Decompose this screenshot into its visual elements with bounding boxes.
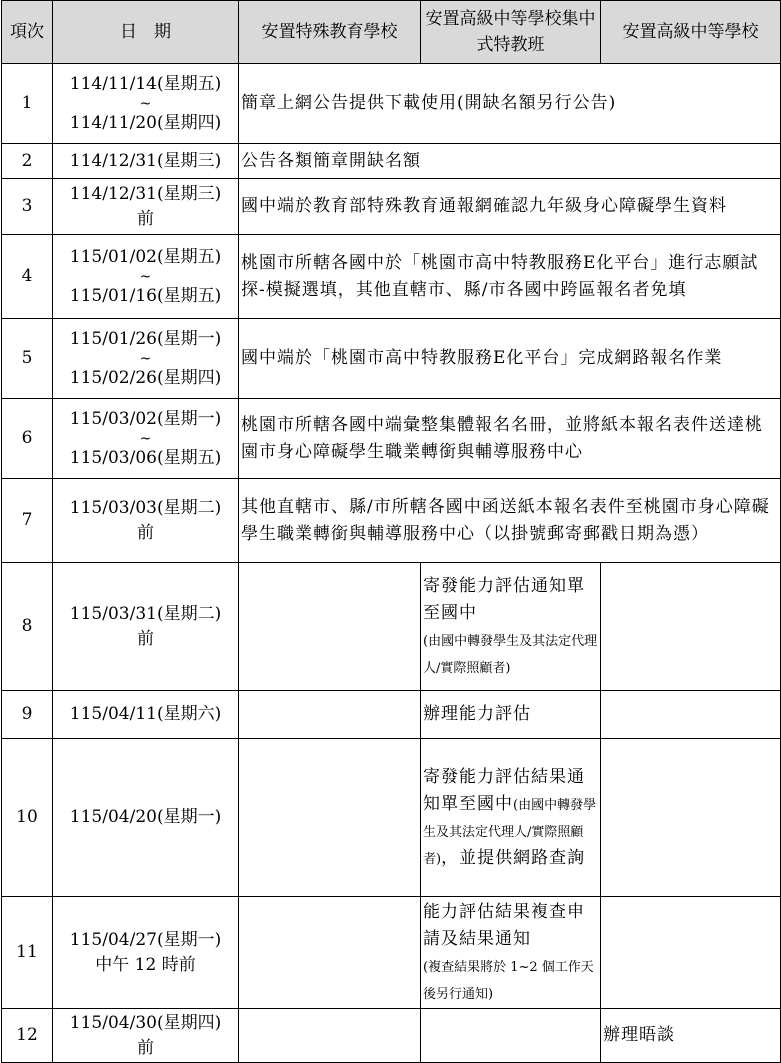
cell-text-after: ，並提供網路查詢 (441, 847, 586, 868)
high-school-cell (601, 897, 781, 1009)
table-row (2, 399, 781, 479)
row-number: 3 (2, 179, 53, 235)
special-school-cell (239, 739, 421, 897)
central-class-cell (421, 739, 601, 897)
header-central-class: 安置高級中等學校集中式特教班 (421, 1, 601, 64)
table-row (2, 64, 781, 144)
date-start: 115/01/02(星期五) (69, 246, 222, 267)
date-start: 114/11/14(星期五) (69, 73, 222, 94)
high-school-cell (601, 563, 781, 691)
header-special-school: 安置特殊教育學校 (239, 1, 421, 64)
table-row (2, 563, 781, 691)
date-end: 114/11/20(星期四) (69, 112, 222, 133)
table-row (2, 897, 781, 1009)
row-date (53, 739, 239, 897)
date-suffix: 前 (137, 628, 154, 649)
row-date (53, 179, 239, 235)
table-row (2, 479, 781, 563)
date-tilde: ~ (139, 268, 152, 285)
row-date (53, 563, 239, 691)
special-school-cell (239, 563, 421, 691)
cell-note: (由國中轉發學生及其法定代理人/實際照顧者) (423, 633, 598, 676)
cell-note: (由國中轉發學生及其法定代理人/實際照顧者) (423, 797, 597, 867)
special-school-cell (239, 691, 421, 739)
central-class-cell (421, 897, 601, 1009)
row-date (53, 479, 239, 563)
table-row (2, 739, 781, 897)
row-date (53, 144, 239, 179)
date-suffix: 前 (137, 1037, 154, 1058)
central-class-cell: 辦理能力評估 (421, 691, 601, 739)
header-date: 日 期 (53, 1, 239, 64)
central-class-cell (421, 563, 601, 691)
special-school-cell (239, 897, 421, 1009)
row-date (53, 64, 239, 144)
row-number: 4 (2, 235, 53, 319)
central-class-cell (421, 1009, 601, 1063)
date-start: 115/04/11(星期六) (69, 704, 222, 724)
special-school-cell (239, 1009, 421, 1063)
schedule-table (1, 0, 781, 1063)
cell-text: 能力評估結果複查申請及結果通知 (423, 901, 585, 949)
row-description: 簡章上網公告提供下載使用(開缺名額另行公告) (239, 64, 781, 144)
date-start: 115/04/30(星期四) (69, 1012, 222, 1033)
date-start: 115/04/27(星期一) (69, 929, 222, 950)
row-number: 12 (2, 1009, 53, 1063)
row-number: 9 (2, 691, 53, 739)
row-description: 其他直轄市、縣/市所轄各國中函送紙本報名表件至桃園市身心障礙學生職業轉銜與輔導服務中心（以掛號郵寄郵戳日期為憑） (239, 479, 781, 563)
row-date (53, 897, 239, 1009)
row-description: 國中端於教育部特殊教育通報網確認九年級身心障礙學生資料 (239, 179, 781, 235)
table-row (2, 319, 781, 399)
date-start: 115/03/03(星期二) (69, 497, 222, 518)
cell-text: 寄發能力評估通知單至國中 (423, 575, 585, 623)
row-date (53, 1009, 239, 1063)
table-row (2, 691, 781, 739)
table-row (2, 1009, 781, 1063)
cell-text: 寄發能力評估結果通知單至國中 (423, 766, 585, 814)
date-end: 115/01/16(星期五) (69, 285, 222, 306)
row-description: 公告各類簡章開缺名額 (239, 144, 781, 179)
date-start: 115/01/26(星期一) (69, 328, 222, 349)
row-date (53, 691, 239, 739)
high-school-cell: 辦理晤談 (601, 1009, 781, 1063)
date-end: 115/03/06(星期五) (69, 447, 222, 468)
date-tilde: ~ (139, 430, 152, 447)
row-number: 5 (2, 319, 53, 399)
date-suffix: 中午 12 時前 (95, 954, 196, 975)
header-high-school: 安置高級中等學校 (601, 1, 781, 64)
high-school-cell (601, 739, 781, 897)
row-number: 2 (2, 144, 53, 179)
date-start: 115/03/31(星期二) (69, 603, 222, 624)
row-date (53, 399, 239, 479)
row-number: 7 (2, 479, 53, 563)
row-number: 11 (2, 897, 53, 1009)
row-date (53, 319, 239, 399)
date-tilde: ~ (139, 95, 152, 112)
header-no: 項次 (2, 1, 53, 64)
date-start: 114/12/31(星期三) (69, 183, 222, 204)
table-row (2, 179, 781, 235)
cell-note: (複查結果將於 1~2 個工作天後另行通知) (423, 959, 594, 1002)
row-number: 6 (2, 399, 53, 479)
row-date (53, 235, 239, 319)
row-description: 桃園市所轄各國中端彙整集體報名名冊，並將紙本報名表件送達桃園市身心障礙學生職業轉銜與輔導服務中心 (239, 399, 781, 479)
date-tilde: ~ (139, 350, 152, 367)
table-row (2, 235, 781, 319)
date-end: 115/02/26(星期四) (69, 367, 222, 388)
date-start: 115/03/02(星期一) (69, 408, 222, 429)
high-school-cell (601, 691, 781, 739)
date-suffix: 前 (137, 522, 154, 543)
row-number: 10 (2, 739, 53, 897)
row-description: 桃園市所轄各國中於「桃園市高中特教服務E化平台」進行志願試探-模擬選填，其他直轄市、縣/市各國中跨區報名者免填 (239, 235, 781, 319)
header-row (2, 1, 781, 64)
row-description: 國中端於「桃園市高中特教服務E化平台」完成網路報名作業 (239, 319, 781, 399)
row-number: 1 (2, 64, 53, 144)
date-start: 115/04/20(星期一) (69, 807, 222, 827)
date-start: 114/12/31(星期三) (69, 150, 222, 171)
date-suffix: 前 (137, 208, 154, 229)
row-number: 8 (2, 563, 53, 691)
table-row (2, 144, 781, 179)
